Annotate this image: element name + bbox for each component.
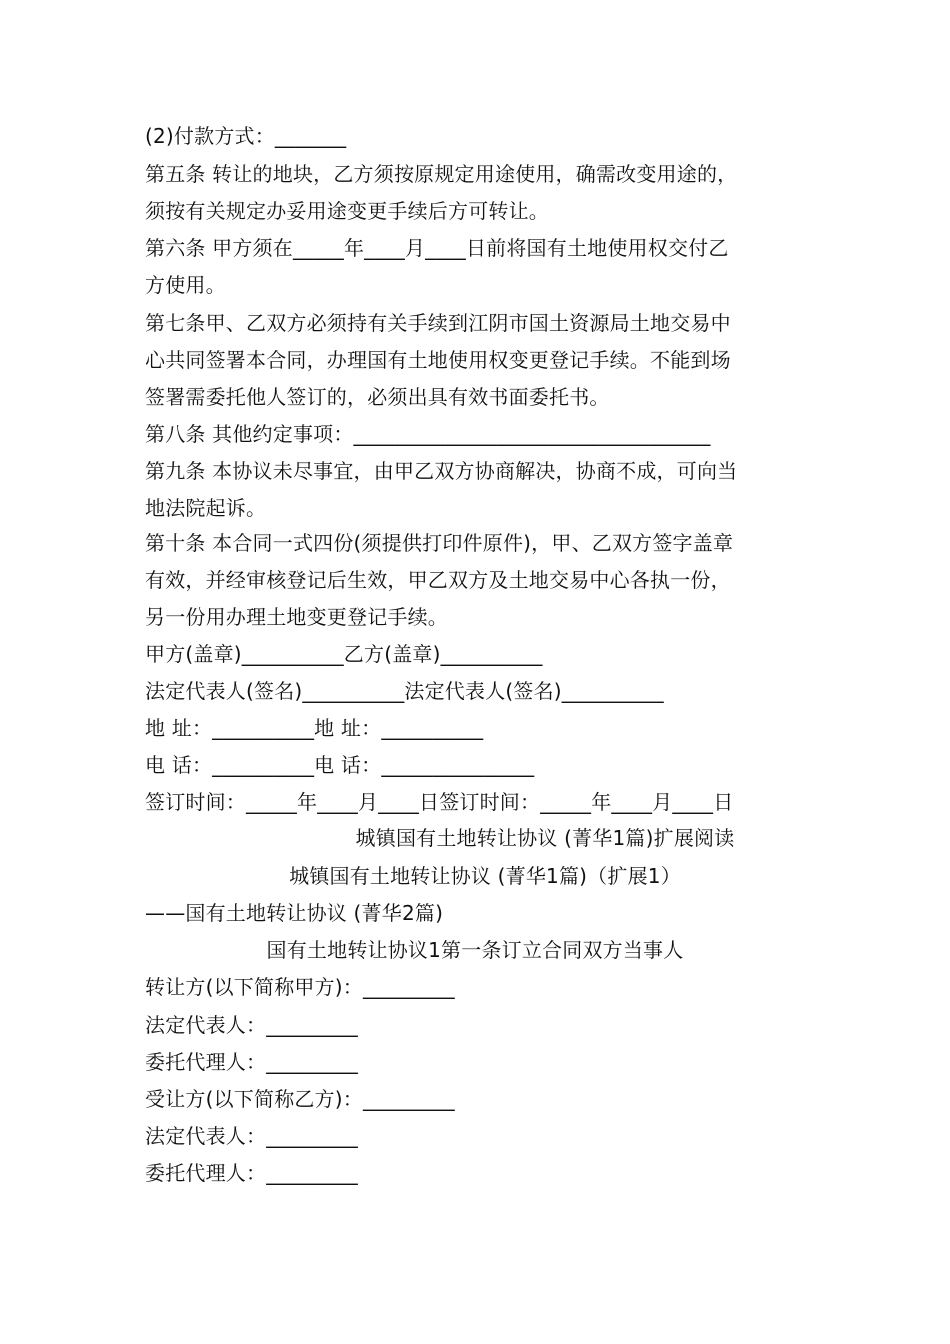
article-9-line-2: 地法院起诉。 (145, 496, 267, 520)
payment-method-line: (2)付款方式：_______ (145, 124, 347, 148)
phone-line: 电 话：__________电 话：_______________ (145, 753, 535, 777)
section-title: ——国有土地转让协议 (菁华2篇) (145, 901, 444, 925)
article-7-line-2: 心共同签署本合同，办理国有土地使用权变更登记手续。不能到场 (145, 348, 731, 372)
article-7-line-1: 第七条甲、乙双方必须持有关手续到江阴市国土资源局土地交易中 (145, 311, 731, 335)
transferor-line: 转让方(以下简称甲方)：_________ (145, 975, 455, 999)
article-10-line-2: 有效，并经审核登记后生效，甲乙双方及土地交易中心各执一份， (145, 568, 731, 592)
transferor-agent-line: 委托代理人：_________ (145, 1050, 358, 1074)
transferee-agent-line: 委托代理人：_________ (145, 1161, 358, 1185)
address-line: 地 址：__________地 址：__________ (145, 716, 484, 740)
extended-heading-1: 城镇国有土地转让协议 (菁华1篇)（扩展1） (289, 864, 681, 888)
transferee-line: 受让方(以下简称乙方)：_________ (145, 1087, 455, 1111)
transferor-legal-rep-line: 法定代表人：_________ (145, 1013, 358, 1037)
article-8-line: 第八条 其他约定事项：___________________________________ (145, 422, 711, 446)
article-5-line-2: 须按有关规定办妥用途变更手续后方可转让。 (145, 199, 549, 223)
article-6-line-2: 方使用。 (145, 273, 226, 297)
article-1-heading: 国有土地转让协议1第一条订立合同双方当事人 (266, 938, 684, 962)
signing-date-line: 签订时间：_____年____月____日签订时间：_____年____月____日 (145, 790, 734, 814)
transferee-legal-rep-line: 法定代表人：_________ (145, 1124, 358, 1148)
article-9-line-1: 第九条 本协议未尽事宜，由甲乙双方协商解决，协商不成，可向当 (145, 459, 738, 483)
article-10-line-1: 第十条 本合同一式四份(须提供打印件原件)，甲、乙双方签字盖章 (145, 531, 734, 555)
extended-reading-heading: 城镇国有土地转让协议 (菁华1篇)扩展阅读 (355, 826, 735, 850)
article-7-line-3: 签署需委托他人签订的，必须出具有效书面委托书。 (145, 385, 610, 409)
article-5-line-1: 第五条 转让的地块，乙方须按原规定用途使用，确需改变用途的， (145, 162, 738, 186)
legal-rep-signature-line: 法定代表人(签名)__________法定代表人(签名)__________ (145, 679, 664, 703)
seal-line: 甲方(盖章)__________乙方(盖章)__________ (145, 642, 543, 666)
article-10-line-3: 另一份用办理土地变更登记手续。 (145, 605, 448, 629)
article-6-line-1: 第六条 甲方须在_____年____月____日前将国有土地使用权交付乙 (145, 236, 729, 260)
